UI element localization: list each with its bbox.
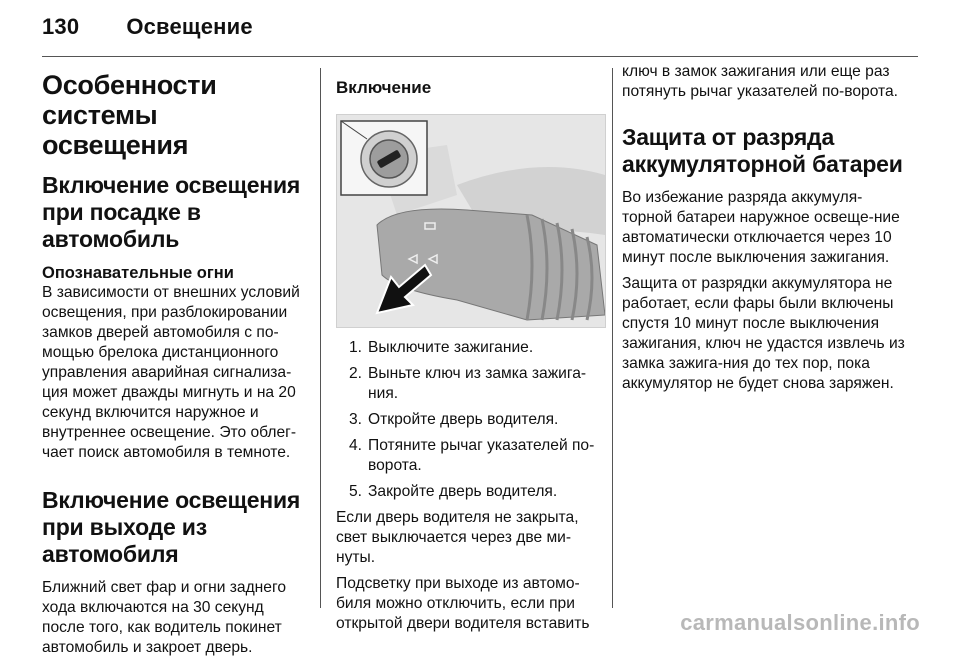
column-right bbox=[622, 62, 912, 400]
paragraph-disable-lighting: Подсветку при выходе из автомо-биля можно отключить, если при открытой двери водителя вставить bbox=[336, 575, 590, 632]
column-middle bbox=[336, 68, 604, 640]
paragraph-door-open: Если дверь водителя не закрыта, свет выключается через две ми-нуты. bbox=[336, 509, 579, 566]
column-left bbox=[42, 68, 308, 664]
subheading-identification-lights: Опознавательные огни bbox=[42, 264, 234, 282]
paragraph-continued: ключ в замок зажигания или еще раз потянуть рычаг указателей по-ворота. bbox=[622, 63, 899, 100]
column-divider-2 bbox=[612, 68, 613, 608]
list-item: 3. Откройте дверь водителя. bbox=[348, 411, 559, 428]
list-item: 1. Выключите зажигание. bbox=[348, 339, 534, 356]
section-heading-exit: Включение освещения при выходе из автомобиля bbox=[42, 487, 301, 567]
paragraph-battery-exception: Защита от разрядки аккумулятора не работает, если фары были включены спустя 10 минут после выключения зажигания, ключ не удастся извлечь из замка зажига-ния до тех пор, пока аккумулятор не будет снова заряжен. bbox=[622, 275, 905, 392]
paragraph-identification-lights: В зависимости от внешних условий освещения, при разблокировании замков дверей автомобиля с по-мощью брелока дистанционного управления аварийная сигнализа-ция может дважды мигнуть и на 20 секунд включится наружное и внутреннее освещение. Это облег-чает поиск автомобиля в темноте. bbox=[42, 284, 300, 461]
activation-heading: Включение bbox=[336, 78, 432, 97]
page-title: Особенности системы освещения bbox=[42, 70, 217, 160]
section-heading-battery: Защита от разряда аккумуляторной батареи bbox=[622, 124, 903, 177]
page-header bbox=[42, 14, 253, 40]
activation-steps-list bbox=[336, 338, 604, 502]
list-item: 4. Потяните рычаг указателей по-ворота. bbox=[348, 437, 595, 474]
list-item: 5. Закройте дверь водителя. bbox=[348, 483, 558, 500]
list-item: 2. Выньте ключ из замка зажига-ния. bbox=[348, 365, 587, 402]
section-title: Освещение bbox=[126, 14, 253, 39]
section-heading-entry: Включение освещения при посадке в автомобиль bbox=[42, 172, 301, 252]
paragraph-battery-protection: Во избежание разряда аккумуля-торной батареи наружное освеще-ние автоматически отключается через 10 минут после выключения зажигания. bbox=[622, 189, 900, 266]
header-divider bbox=[42, 56, 918, 57]
paragraph-exit-lighting: Ближний свет фар и огни заднего хода включаются на 30 секунд после того, как водитель покинет автомобиль и закроет дверь. bbox=[42, 579, 286, 656]
watermark: carmanualsonline.info bbox=[680, 610, 920, 635]
ignition-inset bbox=[341, 121, 427, 195]
turn-signal-lever-illustration bbox=[336, 114, 606, 328]
page-number: 130 bbox=[42, 14, 80, 39]
column-divider-1 bbox=[320, 68, 321, 608]
